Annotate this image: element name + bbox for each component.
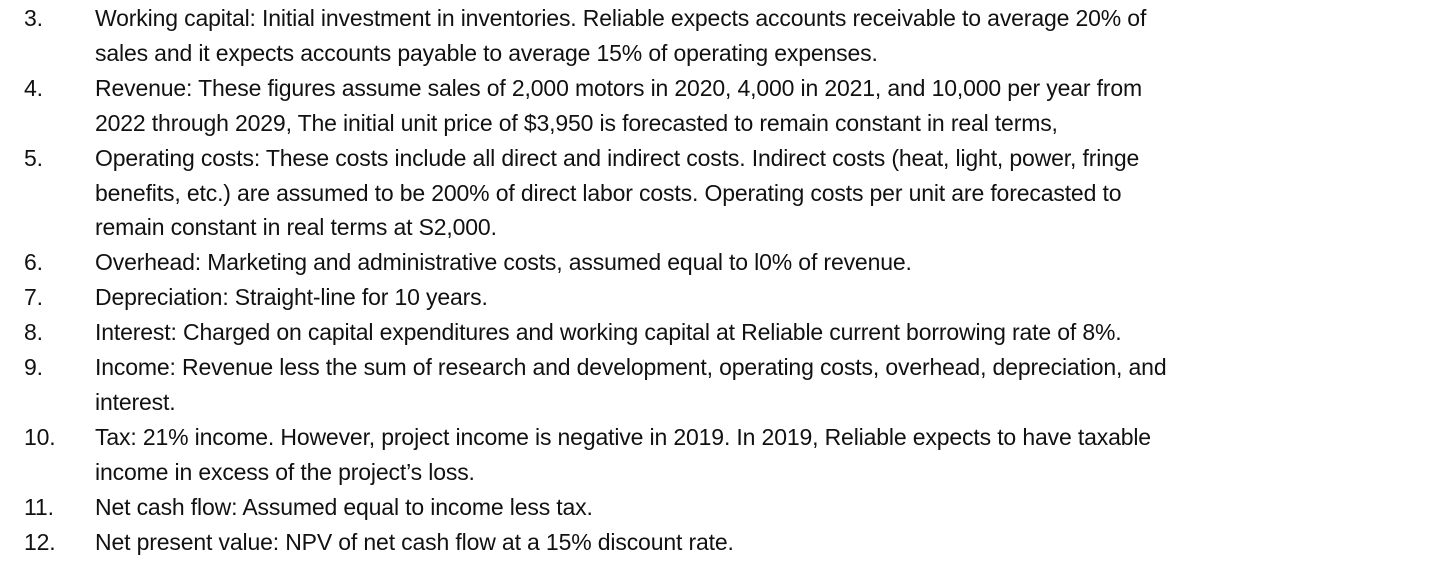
item-number: 4. (24, 74, 43, 101)
item-text: Overhead: Marketing and administrative costs, assumed equal to l0% of revenue. (95, 249, 912, 276)
item-number: 9. (24, 354, 43, 381)
item-number: 6. (24, 249, 43, 276)
item-number: 11. (24, 493, 54, 520)
list-item (24, 315, 1344, 350)
list-item (24, 490, 1344, 525)
item-text: Revenue: These figures assume sales of 2,000 motors in 2020, 4,000 in 2021, and 10,000 per year from 2022 through 2029, The initial unit price of $3,950 is forecasted to remain constant in real terms, (95, 74, 1143, 136)
item-text: Operating costs: These costs include all direct and indirect costs. Indirect costs (heat, light, power, fringe benefits, etc.) are assumed to be 200% of direct labor costs. Operating costs per unit are forecasted to remain constant in real terms at S2,000. (95, 144, 1140, 241)
item-number: 12. (24, 528, 56, 555)
item-number: 7. (24, 284, 43, 311)
item-number: 10. (24, 423, 56, 450)
list-item (24, 350, 1344, 420)
item-text: Interest: Charged on capital expenditures and working capital at Reliable current borrowing rate of 8%. (95, 319, 1122, 346)
list-item (24, 245, 1344, 280)
item-text: Tax: 21% income. However, project income is negative in 2019. In 2019, Reliable expects to have taxable income in excess of the project’s loss. (95, 423, 1151, 485)
item-text: Depreciation: Straight-line for 10 years. (95, 284, 488, 311)
item-text: Working capital: Initial investment in inventories. Reliable expects accounts receivable to average 20% of sales and it expects accounts payable to average 15% of operating expenses. (95, 5, 1147, 66)
item-number: 5. (24, 144, 43, 171)
item-text: Income: Revenue less the sum of research and development, operating costs, overhead, depreciation, and interest. (95, 354, 1167, 415)
list-item (24, 141, 1344, 246)
list-item (24, 525, 1344, 560)
list-item (24, 71, 1344, 141)
item-number: 8. (24, 319, 43, 346)
list-item (24, 280, 1344, 315)
list-item (24, 1, 1344, 71)
item-text: Net present value: NPV of net cash flow at a 15% discount rate. (95, 528, 734, 555)
list-item (24, 420, 1344, 490)
assumptions-list (24, 1, 1344, 560)
item-text: Net cash flow: Assumed equal to income less tax. (95, 493, 593, 520)
item-number: 3. (24, 5, 43, 31)
